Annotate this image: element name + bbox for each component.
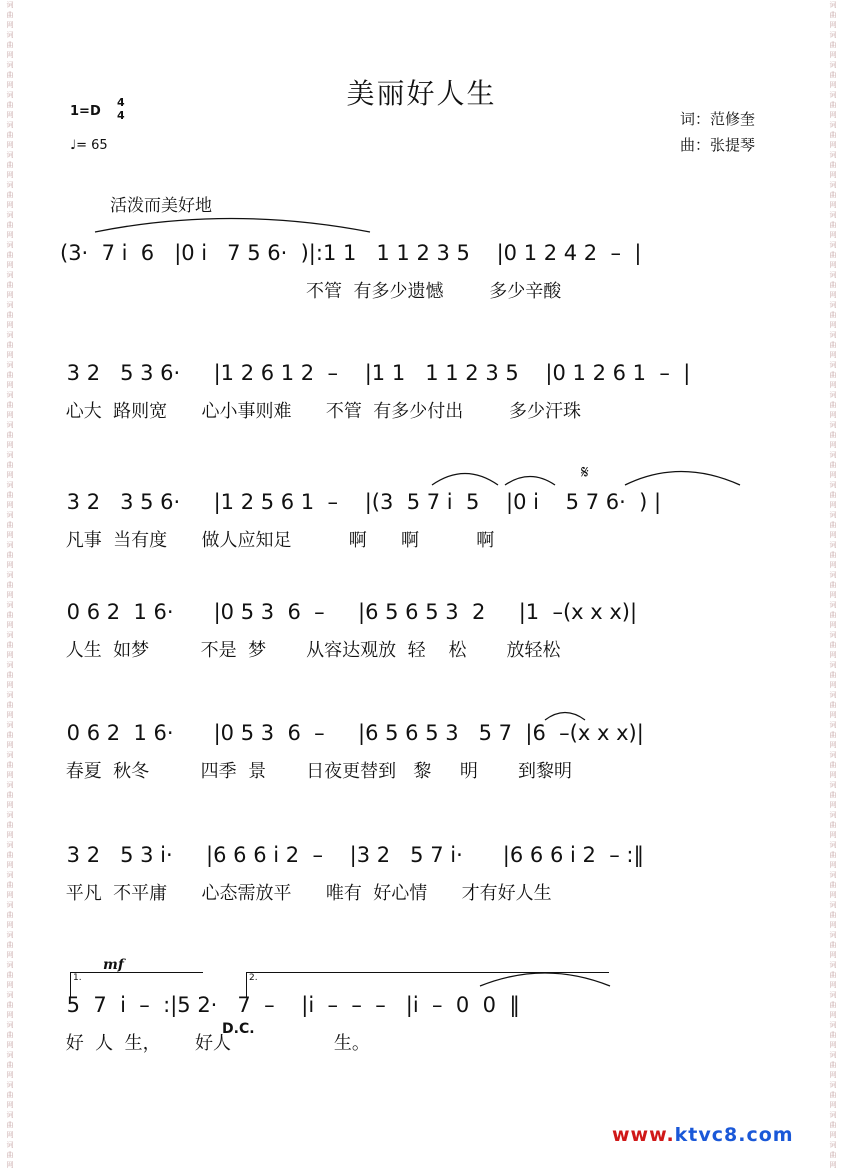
song-title: 美丽好人生 [346,77,497,110]
notes-line-3: 3 2 3 5 6· |1 2 5 6 1 – |(3 5 7 i 5 |0 i 5 7 6· ) | [60,490,662,514]
lyrics-line-5: 春夏 秋冬 四季 景 日夜更替到 黎 明 到黎明 [60,761,572,782]
side-watermark-glyph: 词 曲 网 [6,121,14,149]
side-watermark-glyph: 词 曲 网 [829,781,837,809]
side-watermark-glyph: 词 曲 网 [829,331,837,359]
side-watermark-glyph: 词 曲 网 [6,241,14,269]
side-watermark-glyph: 词 曲 网 [829,1051,837,1079]
side-watermark-glyph: 词 曲 网 [829,991,837,1019]
side-watermark-glyph: 词 曲 网 [829,241,837,269]
side-watermark-glyph: 词 曲 网 [6,301,14,329]
side-watermark-glyph: 词 曲 网 [829,631,837,659]
notes-line-2: 3 2 5 3 6· |1 2 6 1 2 – |1 1 1 1 2 3 5 |0 1 2 6 1 – | [60,361,691,385]
side-watermark-glyph: 词 曲 网 [829,421,837,449]
side-watermark-right [825,0,841,1172]
side-watermark-glyph: 词 曲 网 [6,961,14,989]
side-watermark-glyph: 词 曲 网 [829,1081,837,1109]
side-watermark-glyph: 词 曲 网 [829,211,837,239]
side-watermark-glyph: 词 曲 网 [6,421,14,449]
slur-ah-1 [432,474,498,486]
key-signature: 1=D [70,104,101,119]
side-watermark-glyph: 词 曲 网 [6,1,14,29]
side-watermark-glyph: 词 曲 网 [6,331,14,359]
side-watermark-glyph: 词 曲 网 [829,601,837,629]
notes-line-4: 0 6 2 1 6· |0 5 3 6 – |6 5 6 5 3 2 |1 –(x x x)| [60,600,638,624]
side-watermark-glyph: 词 曲 网 [6,871,14,899]
volta-bracket-1 [70,972,203,997]
slur-intro [95,219,370,233]
side-watermark-glyph: 词 曲 网 [829,1,837,29]
dynamic-mark: mf [103,957,124,973]
lyrics-line-3: 凡事 当有度 做人应知足 啊 啊 啊 [60,530,495,551]
side-watermark-glyph: 词 曲 网 [6,91,14,119]
side-watermark-glyph: 词 曲 网 [6,841,14,869]
tempo-mark: ♩= 65 [70,138,108,153]
side-watermark-glyph: 词 曲 网 [829,661,837,689]
composer: 曲：张提琴 [680,136,756,154]
side-watermark-glyph: 词 曲 网 [829,871,837,899]
side-watermark-glyph: 词 曲 网 [829,811,837,839]
notes-line-7: 5 7 i – :|5 2· 7 – |i – – – |i – 0 0 ‖ [60,993,520,1017]
lyrics-line-2: 心大 路则宽 心小事则难 不管 有多少付出 多少汗珠 [60,401,582,422]
lyrics-line-1: 不管 有多少遗憾 多少辛酸 [60,281,562,302]
side-watermark-glyph: 词 曲 网 [6,1111,14,1139]
side-watermark-glyph: 词 曲 网 [829,391,837,419]
site-prefix: www. [612,1124,675,1146]
side-watermark-glyph: 词 曲 网 [829,121,837,149]
volta-1-label: 1. [73,973,82,983]
volta-2-label: 2. [249,973,258,983]
segno-mark: 𝄋 [581,462,589,483]
side-watermark-glyph: 词 曲 网 [6,781,14,809]
side-watermark-glyph: 词 曲 网 [829,961,837,989]
notes-line-5: 0 6 2 1 6· |0 5 3 6 – |6 5 6 5 3 5 7 |6 –(x x x)| [60,721,644,745]
time-signature [117,96,125,122]
side-watermark-glyph: 词 曲 网 [6,931,14,959]
side-watermark-glyph: 词 曲 网 [6,481,14,509]
side-watermark-glyph: 词 曲 网 [6,181,14,209]
side-watermark-glyph: 词 曲 网 [6,1021,14,1049]
side-watermark-glyph: 词 曲 网 [6,31,14,59]
slur-ah-3 [625,472,740,486]
side-watermark-glyph: 词 曲 网 [829,451,837,479]
lyricist: 词：范修奎 [680,110,756,128]
side-watermark-glyph: 词 曲 网 [6,1051,14,1079]
side-watermark-glyph: 词 曲 网 [6,211,14,239]
side-watermark-glyph: 词 曲 网 [829,61,837,89]
side-watermark-glyph: 词 曲 网 [6,601,14,629]
lyrics-line-4: 人生 如梦 不是 梦 从容达观放 轻 松 放轻松 [60,640,561,661]
side-watermark-glyph: 词 曲 网 [6,991,14,1019]
side-watermark-glyph: 词 曲 网 [6,751,14,779]
side-watermark-glyph: 词 曲 网 [829,841,837,869]
volta-bracket-2 [246,972,609,997]
side-watermark-glyph: 词 曲 网 [6,541,14,569]
side-watermark-glyph: 词 曲 网 [6,271,14,299]
side-watermark-glyph: 词 曲 网 [829,151,837,179]
time-bottom: 4 [117,109,125,122]
expression-mark: 活泼而美好地 [110,196,212,216]
side-watermark-glyph: 词 曲 网 [829,31,837,59]
side-watermark-glyph: 词 曲 网 [829,481,837,509]
side-watermark-glyph: 词 曲 网 [829,511,837,539]
side-watermark-glyph: 词 曲 网 [829,1021,837,1049]
credits [680,106,755,158]
side-watermark-glyph: 词 曲 网 [829,1141,837,1169]
side-watermark-glyph: 词 曲 网 [6,571,14,599]
notes-line-1: (3· 7 i 6 |0 i 7 5 6· )|:1 1 1 1 2 3 5 |0 1 2 4 2 – | [60,241,642,265]
side-watermark-glyph: 词 曲 网 [6,721,14,749]
side-watermark-glyph: 词 曲 网 [6,361,14,389]
side-watermark-glyph: 词 曲 网 [829,301,837,329]
side-watermark-glyph: 词 曲 网 [829,271,837,299]
side-watermark-glyph: 词 曲 网 [6,691,14,719]
side-watermark-glyph: 词 曲 网 [6,511,14,539]
side-watermark-glyph: 词 曲 网 [829,751,837,779]
da-capo-mark: D.C. [222,1021,255,1037]
side-watermark-left [2,0,18,1172]
slur-ah-2 [505,477,555,486]
side-watermark-glyph: 词 曲 网 [6,391,14,419]
side-watermark-glyph: 词 曲 网 [6,1081,14,1109]
side-watermark-glyph: 词 曲 网 [829,181,837,209]
side-watermark-glyph: 词 曲 网 [6,631,14,659]
side-watermark-glyph: 词 曲 网 [6,661,14,689]
time-top: 4 [117,96,125,109]
site-domain: ktvc8.com [674,1124,794,1146]
site-watermark [612,1124,794,1146]
side-watermark-glyph: 词 曲 网 [6,61,14,89]
side-watermark-glyph: 词 曲 网 [6,811,14,839]
side-watermark-glyph: 词 曲 网 [6,901,14,929]
side-watermark-glyph: 词 曲 网 [829,91,837,119]
side-watermark-glyph: 词 曲 网 [829,691,837,719]
side-watermark-glyph: 词 曲 网 [829,1111,837,1139]
side-watermark-glyph: 词 曲 网 [829,571,837,599]
side-watermark-glyph: 词 曲 网 [6,151,14,179]
lyrics-line-6: 平凡 不平庸 心态需放平 唯有 好心情 才有好人生 [60,883,552,904]
side-watermark-glyph: 词 曲 网 [829,931,837,959]
side-watermark-glyph: 词 曲 网 [829,721,837,749]
side-watermark-glyph: 词 曲 网 [6,1141,14,1169]
side-watermark-glyph: 词 曲 网 [829,901,837,929]
notes-line-6: 3 2 5 3 i· |6 6 6 i 2 – |3 2 5 7 i· |6 6 6 i 2 – :‖ [60,843,644,867]
side-watermark-glyph: 词 曲 网 [829,541,837,569]
side-watermark-glyph: 词 曲 网 [6,451,14,479]
lyrics-line-7: 好 人 生， 好人 生。 [60,1033,370,1054]
side-watermark-glyph: 词 曲 网 [829,361,837,389]
